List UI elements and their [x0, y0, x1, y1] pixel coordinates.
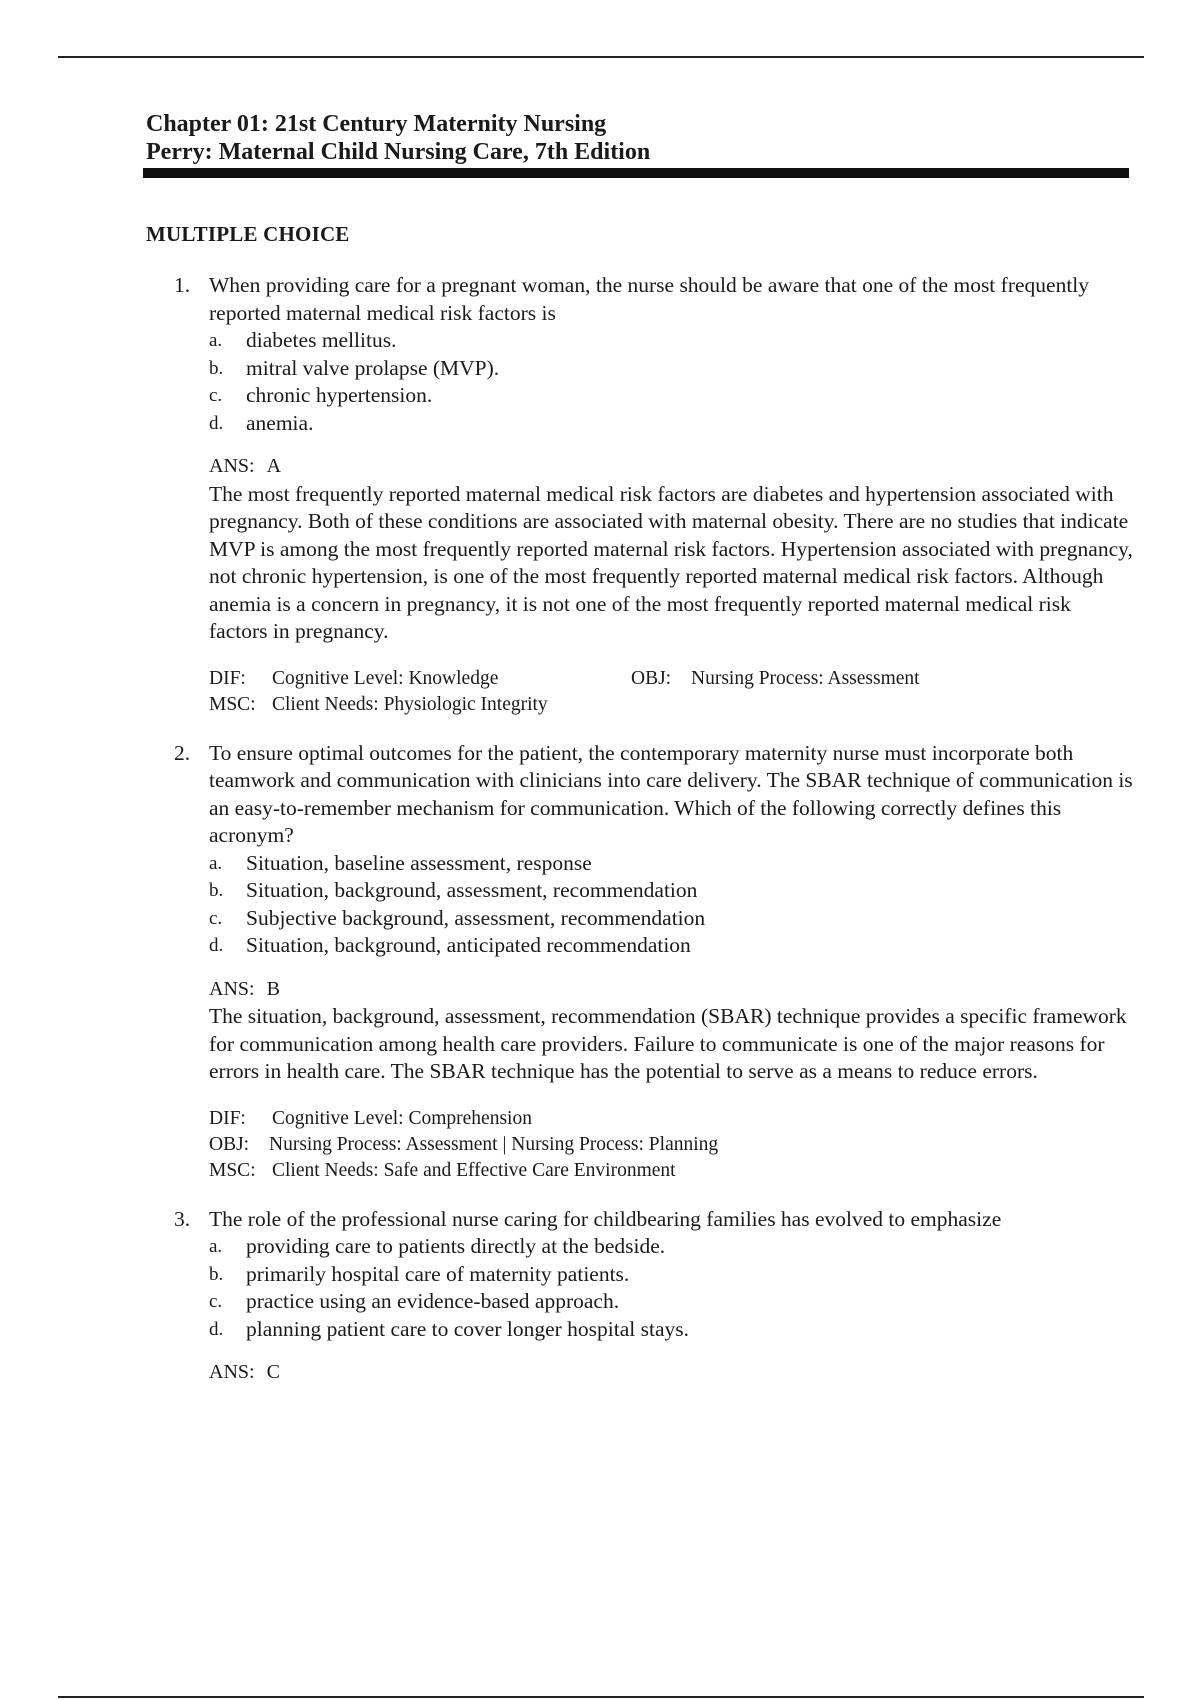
option-text: Situation, baseline assessment, response [246, 850, 592, 875]
option-text: practice using an evidence-based approach. [246, 1289, 620, 1313]
meta-msc [209, 692, 1134, 718]
answer-block [209, 976, 1134, 1086]
question-1 [174, 272, 1134, 718]
obj-value: Nursing Process: Assessment | Nursing Process: Planning [269, 1133, 719, 1155]
meta-msc [209, 1158, 1134, 1184]
answer-label: ANS: [209, 1361, 255, 1383]
document-header [146, 110, 1136, 166]
answer-value: A [266, 455, 282, 477]
question-stem: To ensure optimal outcomes for the patient, the contemporary maternity nurse must incorporate both teamwork and communication with clinicians into care delivery. The SBAR technique of communication is an easy-to-remember mechanism for communication. Which of the following correctly defines this acronym? [209, 740, 1133, 847]
option-a [209, 1233, 1134, 1261]
question-3 [174, 1206, 1134, 1387]
option-c [209, 1288, 1134, 1316]
option-c [209, 905, 1134, 933]
option-list [209, 1233, 1134, 1343]
book-title: Perry: Maternal Child Nursing Care, 7th Edition [146, 139, 651, 165]
msc-value: Client Needs: Safe and Effective Care Environment [272, 1159, 676, 1181]
option-text: diabetes mellitus. [246, 328, 397, 352]
option-text: mitral valve prolapse (MVP). [246, 355, 500, 380]
option-a [209, 327, 1134, 355]
option-letter: c. [209, 385, 223, 406]
question-2 [174, 740, 1134, 1184]
dif-value: Cognitive Level: Comprehension [272, 1107, 532, 1129]
option-b [209, 1261, 1134, 1289]
answer-label: ANS: [209, 455, 255, 477]
option-letter: a. [209, 852, 223, 874]
obj-label: OBJ: [631, 667, 672, 689]
obj-inline [631, 666, 920, 692]
metadata [209, 1106, 1134, 1184]
option-letter: c. [209, 1291, 223, 1312]
top-rule [58, 56, 1144, 58]
option-d [209, 932, 1134, 960]
dif-value: Cognitive Level: Knowledge [272, 667, 499, 689]
chapter-title: Chapter 01: 21st Century Maternity Nursing [146, 111, 607, 137]
answer-line [209, 453, 1134, 481]
option-d [209, 1316, 1134, 1344]
option-text: Subjective background, assessment, recommendation [246, 905, 706, 930]
answer-block [209, 453, 1134, 646]
msc-value: Client Needs: Physiologic Integrity [272, 693, 548, 715]
question-number: 1. [174, 273, 191, 297]
answer-value: B [266, 977, 280, 1000]
section-title: MULTIPLE CHOICE [146, 222, 350, 246]
answer-value: C [266, 1361, 280, 1383]
answer-block [209, 1359, 1134, 1387]
question-stem: When providing care for a pregnant woman, the nurse should be aware that one of the most frequently reported maternal medical risk factors is [209, 273, 1090, 325]
option-letter: d. [209, 412, 224, 434]
option-letter: c. [209, 907, 223, 929]
option-letter: d. [209, 935, 224, 956]
option-list [209, 327, 1134, 437]
question-number: 2. [174, 740, 191, 765]
option-d [209, 410, 1134, 438]
option-text: planning patient care to cover longer hospital stays. [246, 1316, 690, 1341]
option-text: Situation, background, assessment, recommendation [246, 878, 698, 902]
option-text: chronic hypertension. [246, 383, 433, 407]
option-b [209, 877, 1134, 905]
dif-label: DIF: [209, 667, 246, 689]
meta-obj [209, 1132, 1134, 1158]
option-text: primarily hospital care of maternity patients. [246, 1261, 630, 1286]
option-text: providing care to patients directly at the bedside. [246, 1234, 666, 1258]
option-list [209, 850, 1134, 960]
answer-line [209, 976, 1134, 1004]
question-stem: The role of the professional nurse caring for childbearing families has evolved to emphasize [209, 1206, 1002, 1231]
meta-dif-obj [209, 666, 1134, 692]
rationale: The most frequently reported maternal medical risk factors are diabetes and hypertension associated with pregnancy. Both of these conditions are associated with maternal obesity. There are no studies that indicate MVP is among the most frequently reported maternal risk factors. Hypertension associated with pregnancy, not chronic hypertension, is one of the most frequently reported maternal medical risk factors. Although anemia is a concern in pregnancy, it is not one of the most frequently reported maternal medical risk factors in pregnancy. [209, 481, 1133, 643]
option-letter: b. [209, 880, 224, 901]
bottom-rule [58, 1696, 1144, 1698]
rationale: The situation, background, assessment, recommendation (SBAR) technique provides a specific framework for communication among health care providers. Failure to communicate is one of the major reasons for errors in health care. The SBAR technique has the potential to serve as a means to reduce errors. [209, 1004, 1127, 1083]
option-a [209, 850, 1134, 878]
option-letter: d. [209, 1318, 224, 1340]
question-number: 3. [174, 1206, 191, 1231]
answer-label: ANS: [209, 977, 255, 1000]
question-list [174, 272, 1134, 1409]
option-letter: b. [209, 1263, 224, 1285]
answer-line [209, 1359, 1134, 1387]
metadata [209, 666, 1134, 718]
option-letter: b. [209, 357, 224, 379]
option-letter: a. [209, 330, 223, 351]
msc-label: MSC: [209, 1159, 256, 1181]
obj-value: Nursing Process: Assessment [691, 667, 920, 689]
meta-dif [209, 1106, 1134, 1132]
option-text: Situation, background, anticipated recommendation [246, 933, 691, 957]
option-c [209, 382, 1134, 410]
option-letter: a. [209, 1236, 223, 1257]
option-text: anemia. [246, 410, 314, 435]
msc-label: MSC: [209, 693, 256, 715]
option-b [209, 355, 1134, 383]
dif-label: DIF: [209, 1107, 246, 1129]
obj-label: OBJ: [209, 1133, 250, 1155]
header-divider [143, 168, 1129, 178]
